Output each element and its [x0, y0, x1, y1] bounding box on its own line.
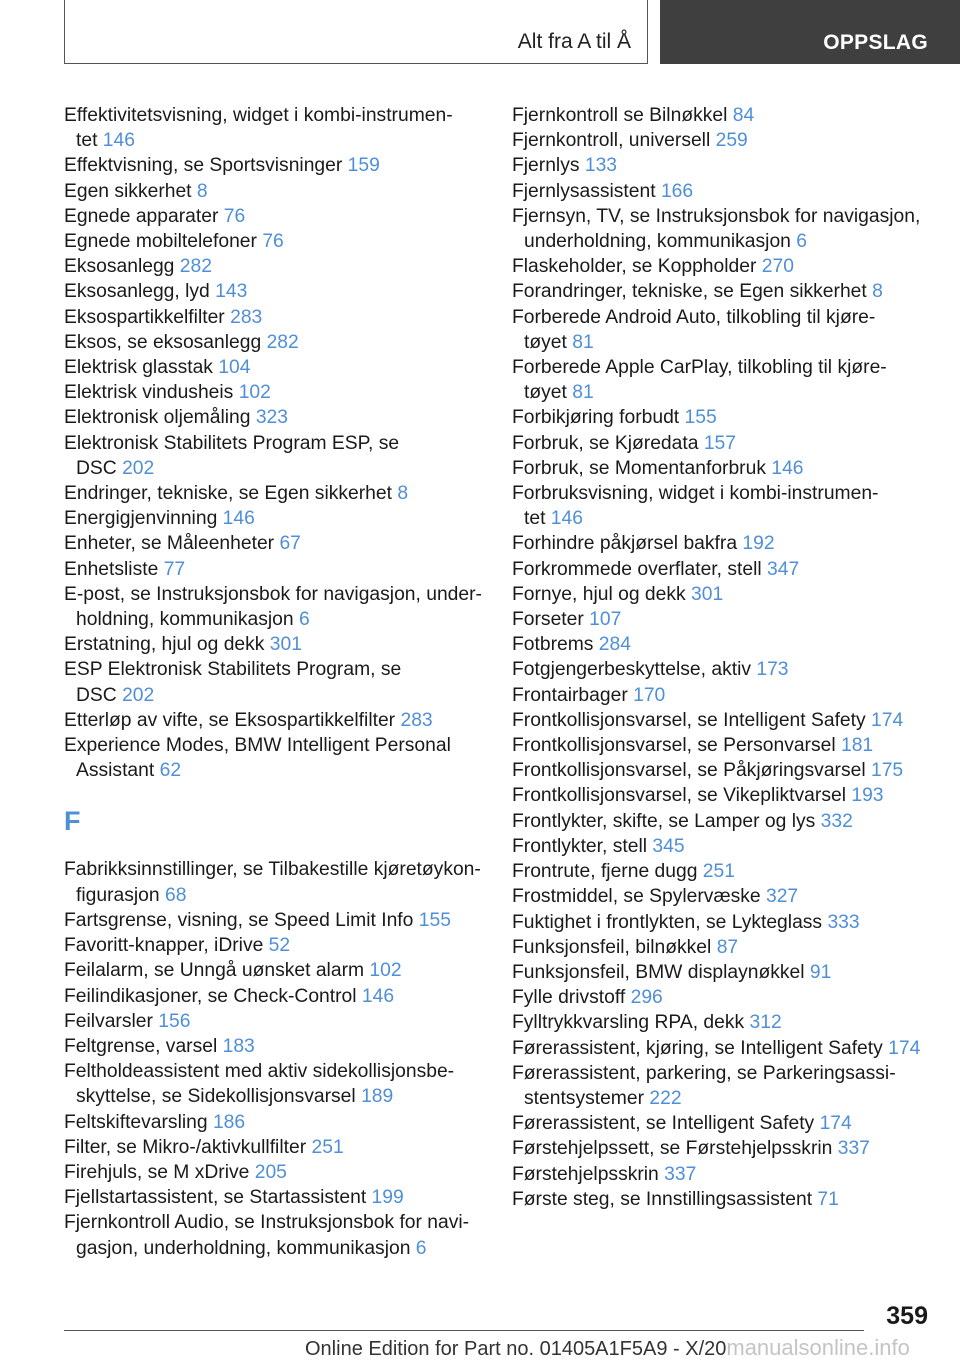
- page-reference-link[interactable]: 173: [756, 659, 789, 681]
- index-entry-text: Egnede mobiltelefoner: [64, 231, 257, 253]
- index-entry-text: gasjon, underholdning, kommunikasjon: [76, 1237, 411, 1259]
- index-entry-text: Fjernkontroll se Bilnøkkel: [512, 105, 728, 126]
- page-reference-link[interactable]: 8: [397, 483, 409, 505]
- page-reference-link[interactable]: 87: [716, 936, 739, 958]
- index-entry-text: Firehjuls, se M xDrive: [64, 1161, 250, 1183]
- index-entry-text: Fjellstartassistent, se Startassistent: [64, 1187, 367, 1209]
- page-reference-link[interactable]: 205: [254, 1161, 287, 1183]
- index-entry: [64, 1185, 480, 1210]
- index-entry-text: Funksjonsfeil, bilnøkkel: [512, 936, 712, 958]
- index-entry-text: Feltskiftevarsling: [64, 1111, 208, 1133]
- page-reference-link[interactable]: 282: [266, 331, 299, 353]
- index-entry-text: Fuktighet i frontlykten, se Lykteglass: [512, 911, 823, 933]
- page-reference-link[interactable]: 62: [159, 760, 182, 782]
- page-reference-link[interactable]: 155: [684, 407, 717, 429]
- index-entry: [512, 431, 932, 456]
- index-entry-text: DSC: [76, 684, 117, 706]
- page-reference-link[interactable]: 327: [765, 886, 799, 908]
- page-reference-link[interactable]: 284: [598, 634, 631, 656]
- page-reference-link[interactable]: 347: [767, 558, 800, 580]
- index-entry-text: Fotbrems: [512, 634, 594, 656]
- index-entry: [64, 531, 480, 556]
- page-reference-link[interactable]: 222: [649, 1087, 682, 1109]
- index-entry: [512, 758, 932, 783]
- index-entry-text: Elektrisk vindusheis: [64, 382, 234, 404]
- index-entry-text: Experience Modes, BMW Intelligent Personal: [64, 735, 451, 757]
- page-reference-link[interactable]: 104: [218, 357, 251, 379]
- page-reference-link[interactable]: 146: [361, 985, 395, 1007]
- index-entry: [512, 305, 932, 355]
- index-entry: [64, 380, 480, 405]
- page-reference-link[interactable]: 333: [827, 911, 860, 933]
- index-entry: [64, 330, 480, 355]
- index-entry: [512, 960, 932, 985]
- index-entry-text: Feltgrense, varsel: [64, 1035, 218, 1057]
- index-entry: [512, 985, 932, 1010]
- index-entry-text: Frontkollisjonsvarsel, se Vikepliktvarsel: [512, 785, 846, 807]
- page-reference-link[interactable]: 146: [550, 508, 583, 530]
- index-letter-heading: F: [64, 806, 81, 837]
- index-entry-text: Frontkollisjonsvarsel, se Påkjøringsvarsel: [512, 760, 866, 782]
- index-entry-text: Fjernkontroll, universell: [512, 130, 711, 152]
- page-reference-link[interactable]: 8: [196, 180, 208, 202]
- index-entry: [64, 204, 480, 229]
- page-reference-link[interactable]: 199: [371, 1187, 404, 1209]
- index-column-left: [64, 103, 480, 1261]
- index-entry-text: tøyet: [524, 382, 567, 404]
- page-reference-link[interactable]: 52: [268, 935, 291, 957]
- page-reference-link[interactable]: 337: [837, 1138, 870, 1160]
- page-reference-link[interactable]: 181: [840, 735, 874, 757]
- page-reference-link[interactable]: 143: [215, 281, 248, 303]
- page-reference-link[interactable]: 155: [418, 909, 451, 931]
- index-entry-text: Fornye, hjul og dekk: [512, 583, 686, 605]
- index-entry-text: tet: [76, 130, 98, 152]
- index-entry-text: Eksospartikkelfilter: [64, 306, 225, 328]
- page-reference-link[interactable]: 283: [230, 306, 263, 328]
- footer-edition-text: Online Edition for Part no. 01405A1F5A9 - X/20: [305, 1338, 727, 1360]
- header-title: Alt fra A til Å: [517, 30, 631, 53]
- index-entry-text: Enheter, se Måleenheter: [64, 533, 275, 555]
- page-reference-link[interactable]: 174: [888, 1037, 921, 1059]
- index-entry-text: tet: [524, 508, 546, 530]
- page-reference-link[interactable]: 8: [872, 281, 883, 303]
- index-entry-text: Enhetsliste: [64, 558, 159, 580]
- index-entry: [512, 103, 932, 128]
- index-entry-text: Elektrisk glasstak: [64, 357, 213, 379]
- index-entry-text: Frontlykter, skifte, se Lamper og lys: [512, 810, 816, 832]
- index-entry: [512, 1061, 932, 1111]
- page-reference-link[interactable]: 337: [664, 1163, 697, 1185]
- page-reference-link[interactable]: 193: [851, 785, 884, 807]
- index-entry: [512, 632, 932, 657]
- index-entry-text: Første steg, se Innstillingsassistent: [512, 1188, 813, 1210]
- index-entry-text: Feilindikasjoner, se Check-Control: [64, 985, 357, 1007]
- page-reference-link[interactable]: 146: [222, 508, 255, 530]
- page-reference-link[interactable]: 183: [222, 1035, 255, 1057]
- index-entry-text: Førerassistent, kjøring, se Intelligent Safety: [512, 1037, 883, 1059]
- index-entry: [64, 1210, 480, 1260]
- page-reference-link[interactable]: 301: [269, 634, 302, 656]
- index-entry-text: Fjernlysassistent: [512, 180, 656, 202]
- index-entry-text: skyttelse, se Sidekollisjonsvarsel: [76, 1086, 356, 1108]
- index-entry: [64, 355, 480, 380]
- index-entry: [64, 279, 480, 304]
- index-entry-text: Elektronisk Stabilitets Program ESP, se: [64, 432, 400, 454]
- index-entry-text: Frontlykter, stell: [512, 835, 648, 857]
- index-entry-text: Forhindre påkjørsel bakfra: [512, 533, 738, 555]
- page-reference-link[interactable]: 133: [584, 155, 618, 177]
- index-entry-text: underholdning, kommunikasjon: [524, 231, 791, 253]
- index-entry-text: Frontkollisjonsvarsel, se Personvarsel: [512, 735, 836, 757]
- index-entry-text: Endringer, tekniske, se Egen sikkerhet: [64, 483, 392, 505]
- page-reference-link[interactable]: 76: [223, 205, 246, 227]
- index-entry-text: Funksjonsfeil, BMW displaynøkkel: [512, 961, 805, 983]
- index-entry-text: Fotgjengerbeskyttelse, aktiv: [512, 659, 751, 681]
- index-entry: [64, 582, 480, 632]
- index-entry: [64, 984, 480, 1009]
- page-reference-link[interactable]: 202: [122, 684, 155, 706]
- index-entry-text: Fjernlys: [512, 155, 580, 177]
- index-entry: [64, 481, 480, 506]
- index-entry-text: tøyet: [524, 331, 567, 353]
- header-title-box: [64, 0, 648, 64]
- index-entry-text: Forseter: [512, 609, 584, 631]
- page-reference-link[interactable]: 6: [298, 609, 310, 631]
- page-reference-link[interactable]: 251: [311, 1136, 344, 1158]
- page-reference-link[interactable]: 282: [179, 256, 212, 278]
- index-entry-text: Feltholdeassistent med aktiv sidekollisjonsbe-: [64, 1061, 455, 1083]
- page-reference-link[interactable]: 76: [262, 231, 284, 253]
- page-reference-link[interactable]: 251: [702, 861, 735, 883]
- page-reference-link[interactable]: 71: [817, 1188, 839, 1210]
- index-entry-text: Fartsgrense, visning, se Speed Limit Info: [64, 909, 414, 931]
- index-entry: [64, 1034, 480, 1059]
- index-entry: [64, 506, 480, 531]
- index-entry-text: Effektivitetsvisning, widget i kombi-instrumen-: [64, 105, 453, 126]
- page-reference-link[interactable]: 170: [633, 684, 666, 706]
- page-reference-link[interactable]: 157: [703, 432, 736, 454]
- page-reference-link[interactable]: 159: [347, 155, 380, 177]
- index-entry: [64, 632, 480, 657]
- page-reference-link[interactable]: 174: [871, 709, 904, 731]
- index-entry: [512, 683, 932, 708]
- section-tab-label: OPPSLAG: [823, 31, 928, 54]
- index-entry: [512, 1036, 932, 1061]
- index-entry-text: Erstatning, hjul og dekk: [64, 634, 265, 656]
- index-entry: [512, 884, 932, 909]
- page-reference-link[interactable]: 296: [630, 987, 663, 1009]
- index-entry: [512, 204, 932, 254]
- index-entry: [512, 935, 932, 960]
- page-reference-link[interactable]: 102: [369, 960, 402, 982]
- index-entry-text: Fjernkontroll Audio, se Instruksjonsbok for navi-: [64, 1212, 470, 1234]
- index-entry: [512, 531, 932, 556]
- page-reference-link[interactable]: 323: [255, 407, 288, 429]
- index-entry: [512, 355, 932, 405]
- page-reference-link[interactable]: 6: [415, 1237, 427, 1259]
- index-entry: [512, 607, 932, 632]
- index-entry: [512, 859, 932, 884]
- page-reference-link[interactable]: 81: [572, 382, 594, 404]
- index-entry-text: Fjernsyn, TV, se Instruksjonsbok for navigasjon,: [512, 205, 921, 227]
- index-entry: [512, 1010, 932, 1035]
- index-column-right: [512, 103, 932, 1212]
- index-entry-text: figurasjon: [76, 884, 160, 906]
- index-entry-text: Frontrute, fjerne dugg: [512, 861, 698, 883]
- index-entry: [512, 1111, 932, 1136]
- page-reference-link[interactable]: 186: [212, 1111, 246, 1133]
- index-entry-text: Fylltrykkvarsling RPA, dekk: [512, 1012, 745, 1034]
- index-entry: [512, 153, 932, 178]
- index-entry-text: Førstehjelpssett, se Førstehjelpsskrin: [512, 1138, 833, 1160]
- page-reference-link[interactable]: 6: [796, 231, 807, 253]
- page-reference-link[interactable]: 312: [749, 1012, 782, 1034]
- index-entry-text: Førstehjelpsskrin: [512, 1163, 659, 1185]
- page-reference-link[interactable]: 146: [102, 130, 135, 152]
- index-entry-text: Egnede apparater: [64, 205, 219, 227]
- page-number: 359: [886, 1302, 928, 1330]
- index-entry-text: Forkrommede overflater, stell: [512, 558, 762, 580]
- index-entry: [64, 857, 480, 907]
- index-entry: [64, 305, 480, 330]
- index-entry: [512, 1162, 932, 1187]
- index-entry: [64, 1135, 480, 1160]
- index-entry: [512, 582, 932, 607]
- page-reference-link[interactable]: 192: [742, 533, 775, 555]
- index-entry: [512, 279, 932, 304]
- index-entry-text: Fabrikksinnstillinger, se Tilbakestille kjøretøykon-: [64, 859, 481, 881]
- index-entry: [512, 254, 932, 279]
- page-reference-link[interactable]: 81: [572, 331, 594, 353]
- page-reference-link[interactable]: 107: [589, 609, 622, 631]
- index-entry: [64, 1110, 480, 1135]
- index-entry-text: Forandringer, tekniske, se Egen sikkerhet: [512, 281, 867, 303]
- index-entry: [512, 708, 932, 733]
- index-entry: [64, 405, 480, 430]
- page-reference-link[interactable]: 270: [761, 256, 794, 278]
- page-reference-link[interactable]: 345: [652, 835, 685, 857]
- index-entry-text: Assistant: [76, 760, 155, 782]
- index-entry-text: Forbruk, se Momentanforbruk: [512, 457, 766, 479]
- page-reference-link[interactable]: 77: [163, 558, 186, 580]
- index-entry-text: Feilalarm, se Unngå uønsket alarm: [64, 960, 365, 982]
- index-entry: [64, 179, 480, 204]
- page-reference-link[interactable]: 156: [158, 1010, 191, 1032]
- index-entry-text: Frostmiddel, se Spylervæske: [512, 886, 761, 908]
- index-entry: [64, 153, 480, 178]
- page-reference-link[interactable]: 102: [238, 382, 271, 404]
- index-entry: [64, 254, 480, 279]
- index-entry: [64, 708, 480, 733]
- index-entry: [512, 1136, 932, 1161]
- index-entry-text: Forbruk, se Kjøredata: [512, 432, 699, 454]
- index-entry-text: ESP Elektronisk Stabilitets Program, se: [64, 659, 402, 681]
- index-entry-text: Førerassistent, se Intelligent Safety: [512, 1113, 815, 1135]
- index-entry: [512, 910, 932, 935]
- index-entry: [512, 657, 932, 682]
- index-entry-text: Eksosanlegg, lyd: [64, 281, 210, 303]
- index-entry-text: Energigjenvinning: [64, 508, 218, 530]
- index-entry: [64, 229, 480, 254]
- index-entry-text: Fylle drivstoff: [512, 987, 626, 1009]
- index-entry-text: Eksosanlegg: [64, 256, 175, 278]
- index-entry: [64, 103, 480, 153]
- index-entry-text: DSC: [76, 457, 117, 479]
- index-entry: [64, 733, 480, 783]
- index-entry: [64, 958, 480, 983]
- section-tab: [660, 0, 960, 64]
- index-entry-text: Filter, se Mikro-/aktivkullfilter: [64, 1136, 307, 1158]
- index-entry-text: holdning, kommunikasjon: [76, 609, 294, 631]
- page-reference-link[interactable]: 91: [809, 961, 832, 983]
- footer-divider: [64, 1330, 864, 1331]
- footer-edition: [305, 1335, 910, 1361]
- page-reference-link[interactable]: 332: [820, 810, 853, 832]
- index-entry-text: Elektronisk oljemåling: [64, 407, 251, 429]
- index-entry: [64, 908, 480, 933]
- index-entry: [64, 657, 480, 707]
- page-reference-link[interactable]: 84: [732, 105, 755, 126]
- index-entry: [512, 557, 932, 582]
- index-entry-text: Eksos, se eksosanlegg: [64, 331, 262, 353]
- index-entry: [512, 179, 932, 204]
- page-reference-link[interactable]: 174: [819, 1113, 852, 1135]
- index-entry: [64, 1160, 480, 1185]
- index-entry: [64, 557, 480, 582]
- page-reference-link[interactable]: 68: [164, 884, 187, 906]
- index-entry-text: Forbruksvisning, widget i kombi-instrumen-: [512, 483, 879, 505]
- page-reference-link[interactable]: 202: [122, 457, 155, 479]
- index-entry: [64, 1059, 480, 1109]
- index-entry-text: Effektvisning, se Sportsvisninger: [64, 155, 343, 177]
- index-entry-text: Feilvarsler: [64, 1010, 153, 1032]
- index-entry-text: stentsystemer: [524, 1087, 645, 1109]
- page-reference-link[interactable]: 166: [660, 180, 694, 202]
- index-entry-text: Førerassistent, parkering, se Parkeringsassi-: [512, 1062, 896, 1084]
- page-reference-link[interactable]: 175: [870, 760, 904, 782]
- index-entry-text: Forberede Apple CarPlay, tilkobling til kjøre-: [512, 357, 887, 379]
- page-reference-link[interactable]: 283: [400, 709, 433, 731]
- page-reference-link[interactable]: 67: [279, 533, 301, 555]
- index-entry: [512, 456, 932, 481]
- index-entry-text: Frontkollisjonsvarsel, se Intelligent Safety: [512, 709, 866, 731]
- index-entry: [512, 809, 932, 834]
- index-entry: [512, 733, 932, 758]
- index-entry-text: E-post, se Instruksjonsbok for navigasjon, under-: [64, 583, 482, 605]
- index-entry: [512, 405, 932, 430]
- page-reference-link[interactable]: 189: [361, 1086, 394, 1108]
- index-entry-text: Egen sikkerhet: [64, 180, 192, 202]
- index-entry: [512, 128, 932, 153]
- index-entry-text: Frontairbager: [512, 684, 628, 706]
- index-entry-text: Forbikjøring forbudt: [512, 407, 680, 429]
- page-reference-link[interactable]: 146: [771, 457, 804, 479]
- index-entry-text: Forberede Android Auto, tilkobling til kjøre-: [512, 306, 876, 328]
- index-entry: [64, 1009, 480, 1034]
- index-entry-text: Favoritt-knapper, iDrive: [64, 935, 264, 957]
- page-reference-link[interactable]: 301: [691, 583, 724, 605]
- index-entry: [64, 431, 480, 481]
- index-entry: [512, 481, 932, 531]
- index-entry-text: Etterløp av vifte, se Eksospartikkelfilter: [64, 709, 396, 731]
- footer-watermark: manualsonline.info: [726, 1335, 910, 1360]
- page-reference-link[interactable]: 259: [715, 130, 748, 152]
- index-entry: [512, 783, 932, 808]
- index-entry-text: Flaskeholder, se Koppholder: [512, 256, 757, 278]
- index-entry: [64, 933, 480, 958]
- index-entry: [512, 834, 932, 859]
- index-entry: [512, 1187, 932, 1212]
